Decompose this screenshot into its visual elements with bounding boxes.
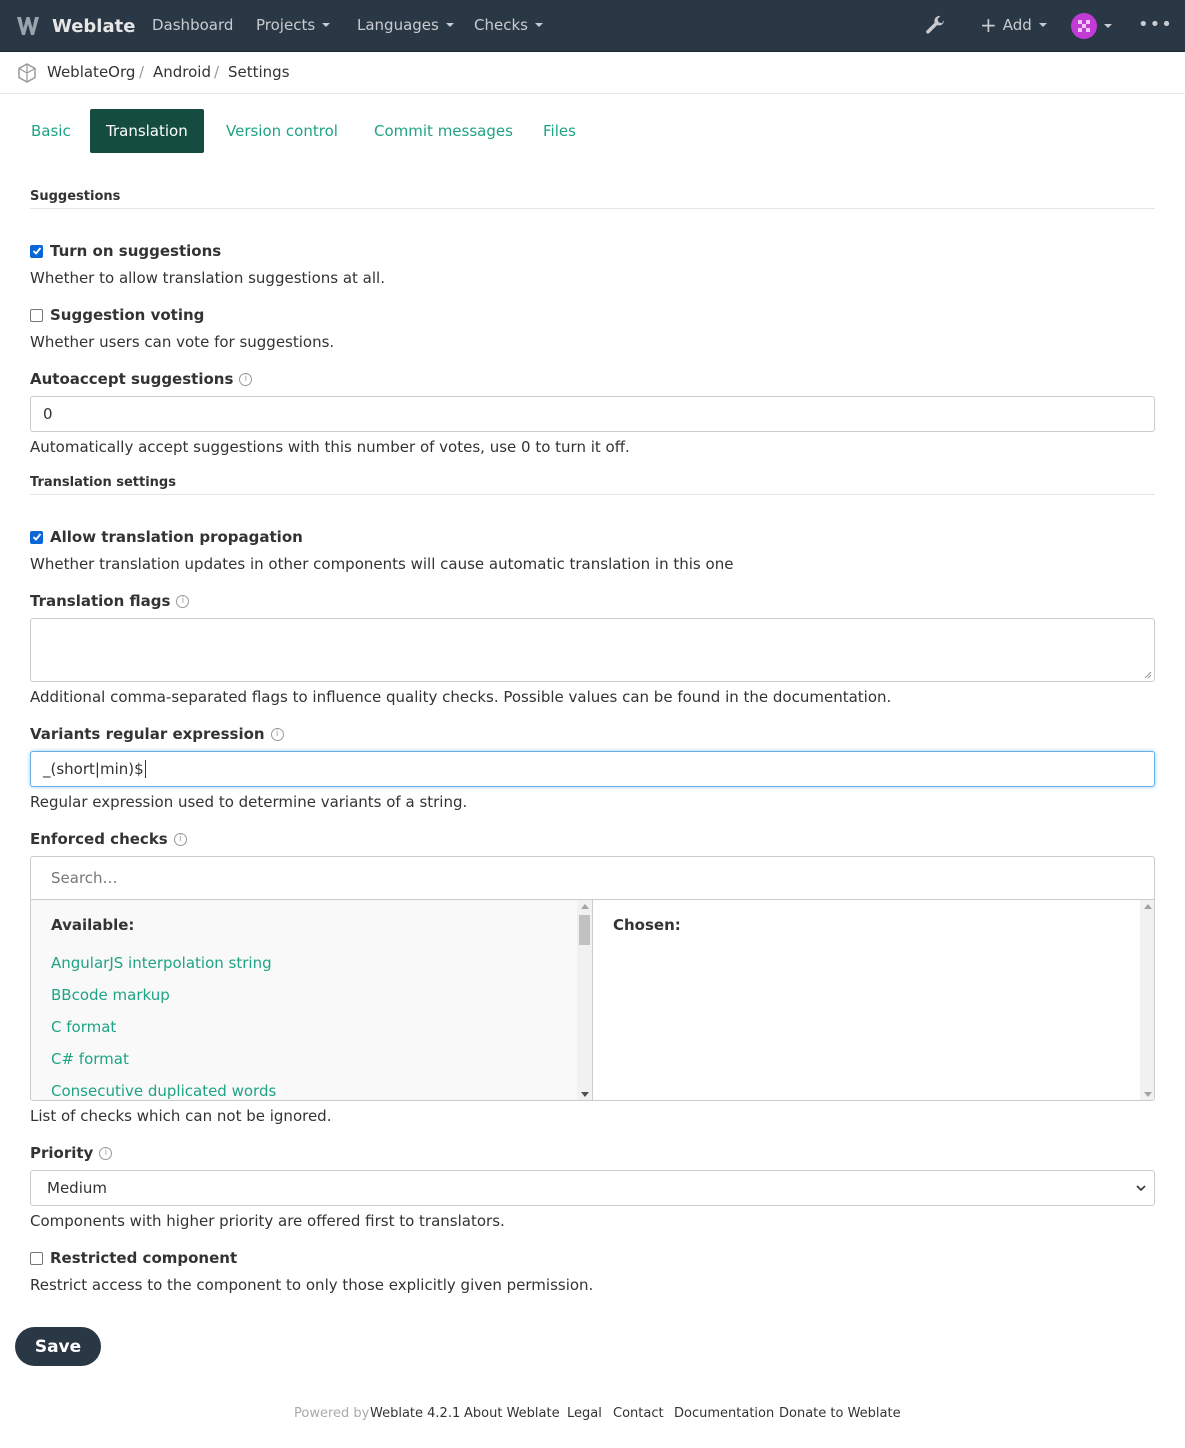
add-label: Add xyxy=(1002,16,1032,34)
scroll-down-icon[interactable] xyxy=(1144,1092,1152,1097)
nav-projects-label: Projects xyxy=(256,16,316,34)
enforced-checks-label xyxy=(30,830,187,848)
caret-down-icon xyxy=(1039,23,1047,27)
breadcrumb-component[interactable]: Android xyxy=(153,63,211,81)
suggestion-voting-help: Whether users can vote for suggestions. xyxy=(30,333,335,351)
caret-down-icon xyxy=(322,23,330,27)
available-scrollbar[interactable] xyxy=(577,900,592,1101)
tab-translation[interactable]: Translation xyxy=(90,109,204,153)
breadcrumb-separator: / xyxy=(214,63,220,81)
checkbox-checked-icon[interactable] xyxy=(30,531,43,544)
list-item[interactable]: C format xyxy=(51,1018,117,1036)
footer-contact-link[interactable]: Contact xyxy=(613,1406,664,1421)
footer-version-link[interactable]: Weblate 4.2.1 xyxy=(370,1406,461,1421)
text-cursor xyxy=(145,760,146,778)
scroll-up-icon[interactable] xyxy=(581,904,589,909)
brand-name: Weblate xyxy=(52,15,136,37)
info-icon[interactable]: i xyxy=(99,1147,112,1160)
breadcrumb xyxy=(0,53,1185,94)
turn-on-suggestions-label: Turn on suggestions xyxy=(50,242,222,260)
save-button[interactable]: Save xyxy=(15,1327,101,1366)
priority-select[interactable] xyxy=(30,1170,1155,1206)
more-options-icon[interactable]: ••• xyxy=(1138,14,1173,35)
scroll-thumb[interactable] xyxy=(579,915,590,945)
list-item[interactable]: C# format xyxy=(51,1050,129,1068)
propagation-label: Allow translation propagation xyxy=(50,528,303,546)
enforced-checks-multiselect xyxy=(30,856,1155,1101)
flags-label xyxy=(30,592,189,610)
suggestion-voting-label: Suggestion voting xyxy=(50,306,205,324)
list-item[interactable]: Consecutive duplicated words xyxy=(51,1082,277,1100)
priority-help: Components with higher priority are offered first to translators. xyxy=(30,1212,505,1230)
breadcrumb-separator: / xyxy=(139,63,145,81)
tab-files[interactable]: Files xyxy=(543,122,576,140)
priority-label-text: Priority xyxy=(30,1144,94,1162)
tab-commit-messages[interactable]: Commit messages xyxy=(374,122,513,140)
footer-legal-link[interactable]: Legal xyxy=(567,1406,602,1421)
scroll-up-icon[interactable] xyxy=(1144,904,1152,909)
checkbox-checked-icon[interactable] xyxy=(30,245,43,258)
project-icon xyxy=(17,63,37,83)
breadcrumb-project[interactable]: WeblateOrg xyxy=(47,63,136,81)
autoaccept-help: Automatically accept suggestions with this number of votes, use 0 to turn it off. xyxy=(30,438,630,456)
nav-languages[interactable] xyxy=(357,16,454,34)
variants-label-text: Variants regular expression xyxy=(30,725,265,743)
nav-dashboard-label: Dashboard xyxy=(152,16,234,34)
list-item[interactable]: BBcode markup xyxy=(51,986,170,1004)
nav-checks[interactable] xyxy=(474,16,543,34)
user-menu[interactable] xyxy=(1071,13,1112,39)
nav-languages-label: Languages xyxy=(357,16,439,34)
priority-value: Medium xyxy=(47,1179,107,1197)
autoaccept-input[interactable] xyxy=(30,396,1155,432)
scroll-down-icon[interactable] xyxy=(581,1092,589,1097)
info-icon[interactable]: i xyxy=(174,833,187,846)
footer-powered-by: Powered by xyxy=(294,1406,370,1421)
chevron-down-icon xyxy=(1136,1183,1146,1193)
plus-icon: + xyxy=(980,13,997,37)
avatar xyxy=(1071,13,1097,39)
info-icon[interactable]: i xyxy=(239,373,252,386)
footer-documentation-link[interactable]: Documentation xyxy=(674,1406,775,1421)
restricted-help: Restrict access to the component to only those explicitly given permission. xyxy=(30,1276,594,1294)
checkbox-unchecked-icon[interactable] xyxy=(30,309,43,322)
footer-about-link[interactable]: About Weblate xyxy=(464,1406,560,1421)
autoaccept-label xyxy=(30,370,252,388)
available-heading: Available: xyxy=(51,916,135,934)
autoaccept-label-text: Autoaccept suggestions xyxy=(30,370,234,388)
section-translation-settings: Translation settings xyxy=(30,475,1155,495)
top-navbar xyxy=(0,0,1185,52)
variants-input[interactable] xyxy=(30,751,1155,787)
list-item[interactable]: AngularJS interpolation string xyxy=(51,954,272,972)
restricted-checkbox[interactable] xyxy=(30,1249,237,1267)
flags-textarea[interactable] xyxy=(30,618,1155,682)
caret-down-icon xyxy=(535,23,543,27)
checkbox-unchecked-icon[interactable] xyxy=(30,1252,43,1265)
caret-down-icon xyxy=(446,23,454,27)
chosen-scrollbar[interactable] xyxy=(1140,900,1155,1101)
chosen-checks-list[interactable] xyxy=(593,900,1155,1101)
variants-label xyxy=(30,725,284,743)
propagation-checkbox[interactable] xyxy=(30,528,303,546)
tab-version-control[interactable]: Version control xyxy=(226,122,338,140)
propagation-help: Whether translation updates in other components will cause automatic translation in this one xyxy=(30,555,734,573)
brand-logo[interactable] xyxy=(14,12,135,40)
nav-projects[interactable] xyxy=(256,16,330,34)
wrench-icon[interactable] xyxy=(923,14,947,38)
restricted-label: Restricted component xyxy=(50,1249,238,1267)
available-checks-list[interactable] xyxy=(31,900,593,1101)
add-menu[interactable] xyxy=(980,13,1047,37)
chosen-heading: Chosen: xyxy=(613,916,681,934)
flags-help: Additional comma-separated flags to influence quality checks. Possible values can be found in the documentation. xyxy=(30,688,892,706)
resize-handle-icon[interactable] xyxy=(1144,671,1152,679)
info-icon[interactable]: i xyxy=(176,595,189,608)
enforced-checks-search-input[interactable]: Search… xyxy=(31,857,1154,900)
suggestion-voting-checkbox[interactable] xyxy=(30,306,204,324)
variants-help: Regular expression used to determine variants of a string. xyxy=(30,793,468,811)
weblate-logo-icon xyxy=(14,15,42,37)
autoaccept-value: 0 xyxy=(43,405,53,423)
enforced-checks-help: List of checks which can not be ignored. xyxy=(30,1107,332,1125)
turn-on-suggestions-help: Whether to allow translation suggestions at all. xyxy=(30,269,385,287)
nav-dashboard[interactable] xyxy=(152,16,233,34)
enforced-checks-label-text: Enforced checks xyxy=(30,830,168,848)
footer-donate-link[interactable]: Donate to Weblate xyxy=(779,1406,901,1421)
info-icon[interactable]: i xyxy=(271,728,284,741)
tab-basic[interactable]: Basic xyxy=(31,122,71,140)
nav-checks-label: Checks xyxy=(474,16,528,34)
section-suggestions: Suggestions xyxy=(30,189,1155,209)
variants-value: _(short|min)$ xyxy=(43,760,144,778)
breadcrumb-settings[interactable]: Settings xyxy=(228,63,290,81)
flags-label-text: Translation flags xyxy=(30,592,171,610)
turn-on-suggestions-checkbox[interactable] xyxy=(30,242,221,260)
priority-label xyxy=(30,1144,112,1162)
caret-down-icon xyxy=(1104,24,1112,28)
